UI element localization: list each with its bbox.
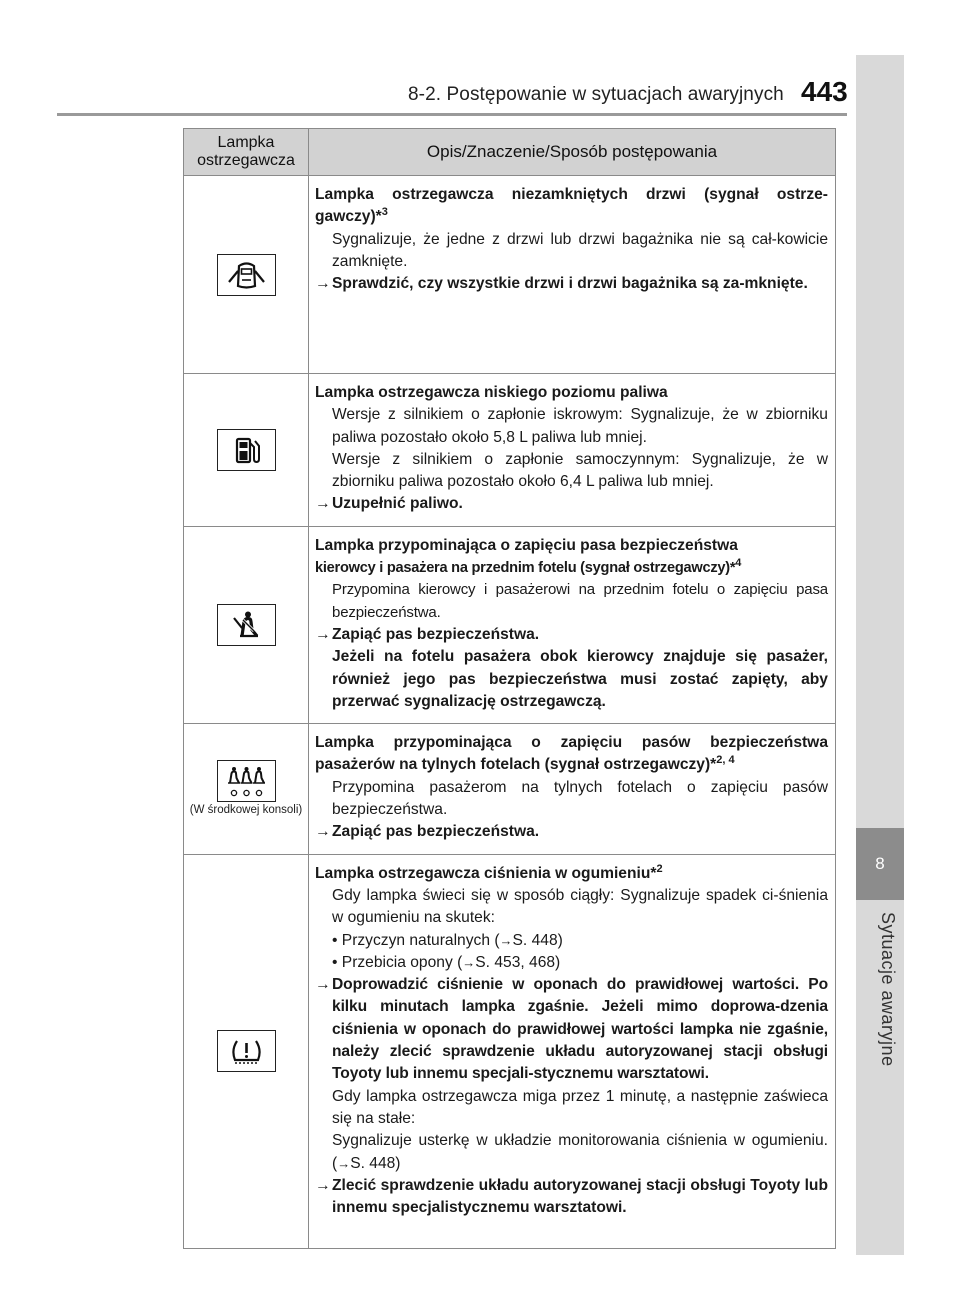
lamp-description: Przypomina pasażerom na tylnych fotelach o zapięciu pasów bezpieczeństwa. [332,778,828,819]
arrow-right-icon: → [315,625,331,643]
door-open-icon [217,254,276,296]
section-header: 8-2. Postępowanie w sytuacjach awaryjnych [408,84,784,105]
page-reference[interactable]: S. 453, 468) [475,953,561,971]
arrow-right-icon: → [315,976,331,994]
lamp-cell [184,854,309,1248]
arrow-right-icon: → [315,823,331,841]
lamp-description: Przypomina kierowcy i pasażerowi na przednim fotelu o zapięciu pasa bezpieczeństwa. [332,581,828,621]
lamp-action: →Sprawdzić, czy wszystkie drzwi i drzwi bagażnika są za-mknięte. [315,273,828,295]
description-cell [309,526,836,723]
arrow-right-icon: → [337,1155,351,1171]
description-cell [309,724,836,854]
chapter-title-vertical: Sytuacje awaryjne [878,912,898,1067]
rear-seatbelt-reminder-icon [217,760,276,802]
header-divider [57,113,847,116]
lamp-title: Lampka ostrzegawcza niskiego poziomu paliwa [315,384,668,401]
list-item: • Przebicia opony (→S. 453, 468) [332,953,561,971]
lamp-title: Lampka przypominająca o zapięciu pasów bezpieczeństwa pasażerów na tylnych fotelach (sygnał ostrzegawczy)*$^{2, 4}$ [315,734,828,774]
lamp-cell [184,724,309,854]
lamp-description: Wersje z silnikiem o zapłonie samoczynnym: Sygnalizuje, że w zbiorniku paliwa pozostało około 6,4 L paliwa lub mniej. [332,450,828,491]
fuel-pump-icon [217,429,276,471]
icon-caption: (W środkowej konsoli) [189,804,303,817]
seatbelt-reminder-icon [217,604,276,646]
lamp-description: Wersje z silnikiem o zapłonie iskrowym: Sygnalizuje, że w zbiorniku paliwa pozostało około 5,8 L paliwa lub mniej. [332,406,828,446]
arrow-right-icon: → [462,954,476,970]
lamp-cell [184,526,309,723]
description-cell [309,176,836,374]
lamp-description: Gdy lampka świeci się w sposób ciągły: Sygnalizuje spadek ci-śnienia w ogumieniu na skutek: [332,886,828,927]
lamp-title: kierowcy i pasażera na przednim fotelu (sygnał ostrzegawczy)*$^4$ [315,557,742,577]
lamp-title: Lampka ostrzegawcza ciśnienia w ogumieniu*$^2$ [315,862,663,882]
table-row [184,526,836,723]
lamp-cell [184,176,309,374]
description-cell [309,374,836,527]
lamp-title: Lampka ostrzegawcza niezamkniętych drzwi (sygnał ostrze-gawczy)*$^3$ [315,186,828,226]
list-item: • Przyczyn naturalnych (→S. 448) [332,931,563,949]
arrow-right-icon: → [315,495,331,513]
table-header-row [184,129,836,176]
table-row [184,374,836,527]
table-row [184,854,836,1248]
lamp-action: →Doprowadzić ciśnienie w oponach do prawidłowej wartości. Po kilku minutach lampka zgaśnie. Jeżeli mimo doprowa-dzenia ciśnienia w oponach do prawidłowej wartości lampka nie zgaśnie, należy zlecić sprawdzenie układu autoryzowanej stacji obsługi Toyoty lub innemu specjali-stycznemu warsztatowi. [315,976,828,1083]
table-row [184,724,836,854]
column-header-description: Opis/Znaczenie/Sposób postępowania [309,129,836,176]
lamp-action: →Zapiąć pas bezpieczeństwa. [315,624,828,646]
arrow-right-icon: → [315,1176,331,1194]
page-reference[interactable]: S. 448) [350,1154,401,1172]
lamp-action: →Zapiąć pas bezpieczeństwa. [315,821,828,843]
chapter-side-tab [856,55,904,1255]
table-row [184,176,836,374]
page-reference[interactable]: S. 448) [512,931,563,949]
lamp-cell [184,374,309,527]
chapter-number-box[interactable]: 8 [856,828,904,900]
lamp-description: Sygnalizuje usterkę w układzie monitorowania ciśnienia w ogumieniu. (→S. 448) [332,1132,828,1172]
page-number: 443 [801,76,848,107]
arrow-right-icon: → [499,932,513,948]
arrow-right-icon: → [315,275,331,293]
column-header-lamp: Lampka ostrzegawcza [184,129,309,176]
lamp-title: Lampka przypominająca o zapięciu pasa bezpieczeństwa [315,536,738,554]
tire-pressure-icon [217,1030,276,1072]
lamp-action: →Uzupełnić paliwo. [315,493,828,515]
lamp-action-note: Jeżeli na fotelu pasażera obok kierowcy znajduje się pasażer, również jego pas bezpieczeństwa musi zostać zapięty, aby przerwać sygnalizację ostrzegawczą. [332,648,828,710]
lamp-description: Gdy lampka ostrzegawcza miga przez 1 minutę, a następnie zaświeca się na stałe: [332,1087,828,1127]
description-cell [309,854,836,1248]
lamp-description: Sygnalizuje, że jedne z drzwi lub drzwi bagażnika nie są cał-kowicie zamknięte. [332,230,828,270]
warning-lights-table [183,128,836,1249]
lamp-action: →Zlecić sprawdzenie układu autoryzowanej stacji obsługi Toyoty lub innemu specjalistycznemu warsztatowi. [315,1176,828,1217]
